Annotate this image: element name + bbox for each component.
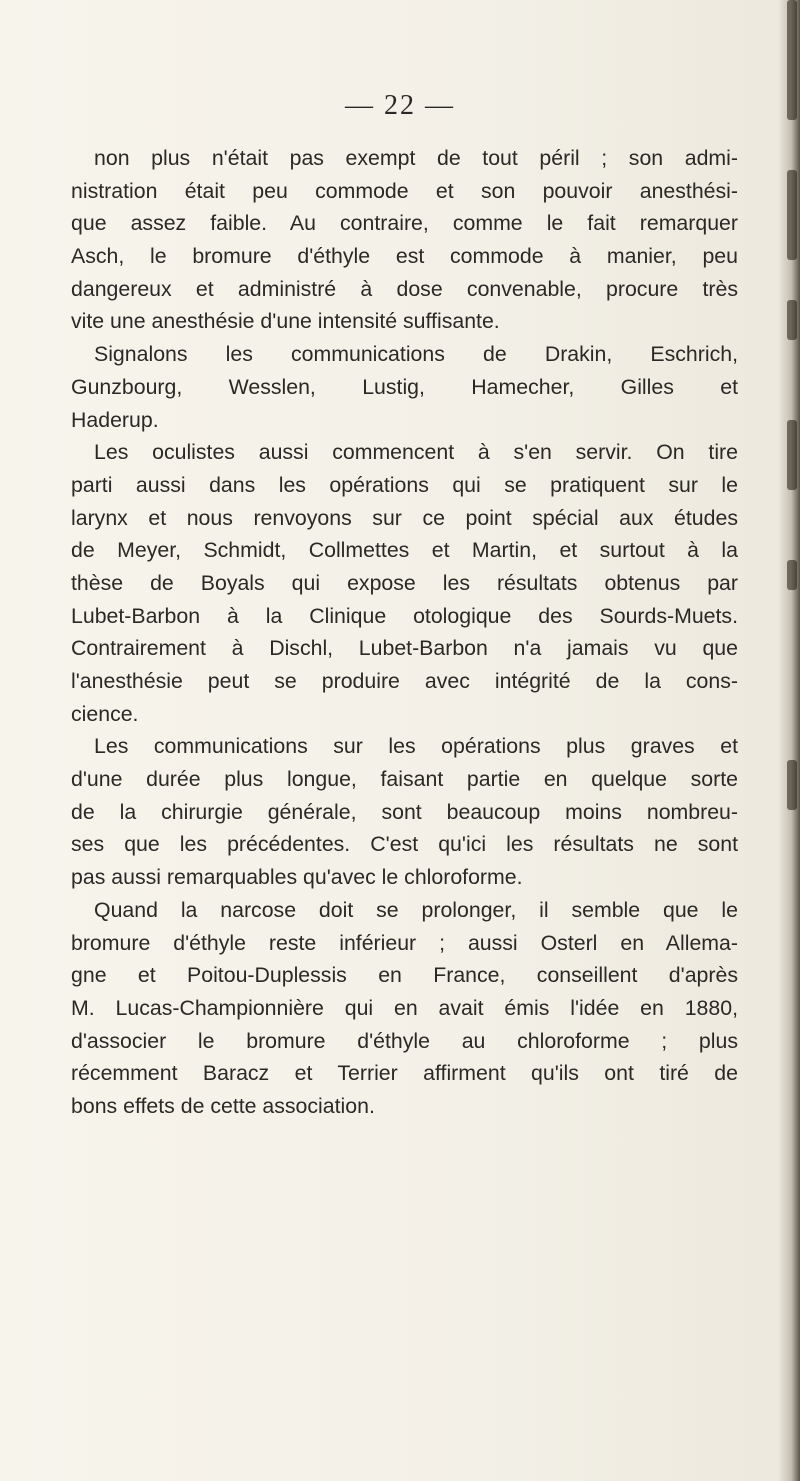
body-text bbox=[71, 142, 738, 1123]
text-line: que assez faible. Au contraire, comme le fait remarquer bbox=[71, 211, 738, 236]
text-line: Lubet-Barbon à la Clinique otologique des Sourds-Muets. bbox=[71, 603, 738, 628]
page-edge-mark bbox=[787, 760, 797, 810]
page-number: — 22 — bbox=[345, 90, 455, 121]
text-line: gne et Poitou-Duplessis en France, conseillent d'après bbox=[71, 963, 738, 988]
text-line: Quand la narcose doit se prolonger, il semble que le bbox=[94, 897, 738, 922]
text-line: larynx et nous renvoyons sur ce point spécial aux études bbox=[71, 505, 738, 530]
text-line: de Meyer, Schmidt, Collmettes et Martin, et surtout à la bbox=[71, 538, 738, 563]
text-line: bromure d'éthyle reste inférieur ; aussi Osterl en Allema- bbox=[71, 930, 738, 955]
page-edge-mark bbox=[787, 300, 797, 340]
page-edge-mark bbox=[787, 560, 797, 590]
paragraph bbox=[71, 894, 738, 1123]
text-line: Signalons les communications de Drakin, Eschrich, bbox=[94, 342, 738, 367]
paragraph bbox=[71, 730, 738, 893]
text-line: Haderup. bbox=[71, 407, 159, 432]
text-line: M. Lucas-Championnière qui en avait émis l'idée en 1880, bbox=[71, 995, 738, 1020]
text-line: thèse de Boyals qui expose les résultats obtenus par bbox=[71, 570, 738, 595]
page-edge-mark bbox=[787, 170, 797, 260]
text-line: dangereux et administré à dose convenable, procure très bbox=[71, 276, 738, 301]
text-line: Les communications sur les opérations plus graves et bbox=[94, 734, 738, 759]
text-line: parti aussi dans les opérations qui se pratiquent sur le bbox=[71, 472, 738, 497]
paragraph bbox=[71, 142, 738, 338]
text-line: non plus n'était pas exempt de tout péril ; son admi- bbox=[94, 146, 738, 170]
text-line: bons effets de cette association. bbox=[71, 1093, 375, 1118]
text-line: d'une durée plus longue, faisant partie en quelque sorte bbox=[71, 767, 738, 792]
text-line: ses que les précédentes. C'est qu'ici les résultats ne sont bbox=[71, 832, 738, 857]
paragraph bbox=[71, 436, 738, 730]
text-line: récemment Baracz et Terrier affirment qu'ils ont tiré de bbox=[71, 1061, 738, 1086]
text-line: nistration était peu commode et son pouvoir anesthési- bbox=[71, 178, 738, 203]
text-line: cience. bbox=[71, 701, 139, 726]
paragraph bbox=[71, 338, 738, 436]
text-line: de la chirurgie générale, sont beaucoup moins nombreu- bbox=[71, 799, 738, 824]
text-line: l'anesthésie peut se produire avec intégrité de la cons- bbox=[71, 669, 738, 693]
text-line: Gunzbourg, Wesslen, Lustig, Hamecher, Gilles et bbox=[71, 374, 738, 399]
text-line: pas aussi remarquables qu'avec le chloroforme. bbox=[71, 865, 523, 890]
text-line: vite une anesthésie d'une intensité suffisante. bbox=[71, 309, 500, 334]
text-line: Les oculistes aussi commencent à s'en servir. On tire bbox=[94, 440, 738, 465]
text-line: d'associer le bromure d'éthyle au chloroforme ; plus bbox=[71, 1028, 738, 1053]
page-edge-mark bbox=[787, 420, 797, 490]
text-line: Asch, le bromure d'éthyle est commode à manier, peu bbox=[71, 244, 738, 269]
text-line: Contrairement à Dischl, Lubet-Barbon n'a jamais vu que bbox=[71, 636, 738, 661]
